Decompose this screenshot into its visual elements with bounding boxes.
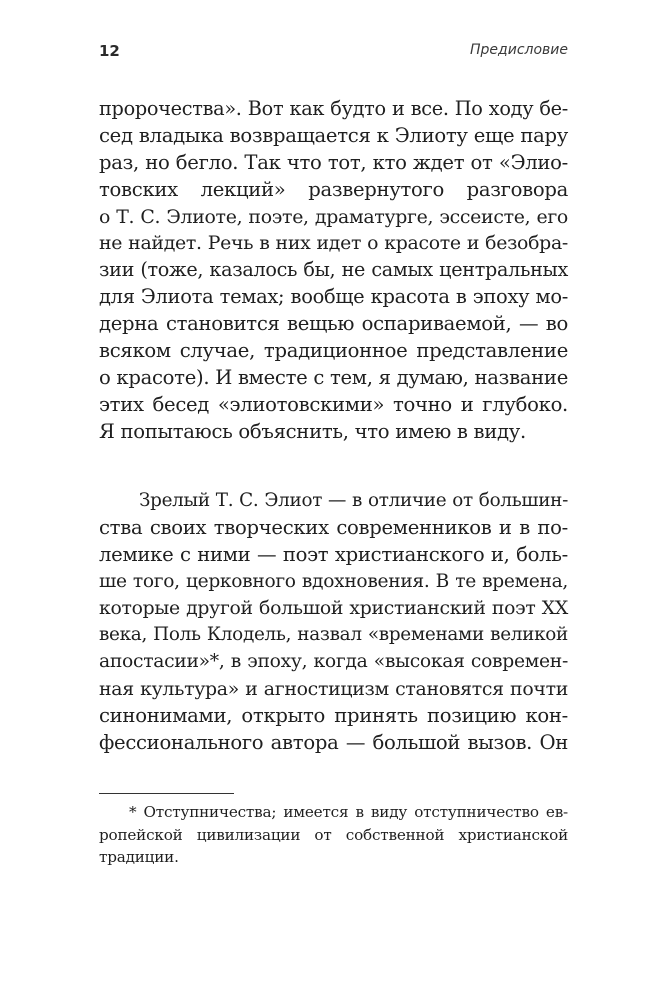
text-line: товских лекций» развернутого разговора — [99, 177, 568, 201]
footnote-separator — [99, 793, 234, 794]
footnote-line: ропейской цивилизации от собственной христианской — [99, 825, 568, 844]
text-line: Я попытаюсь объяснить, что имею в виду. — [99, 419, 526, 443]
paragraph-2 — [99, 488, 568, 757]
running-head: Предисловие — [470, 42, 568, 58]
footnote — [99, 801, 568, 869]
text-line: пророчества». Вот как будто и все. По ходу бе- — [99, 97, 568, 120]
text-line: раз, но бегло. Так что тот, кто ждет от «Элио- — [99, 150, 568, 174]
text-line: которые другой большой христианский поэт XX — [99, 597, 568, 619]
page-number: 12 — [99, 42, 120, 60]
text-line: дерна становится вещью оспариваемой, — во — [99, 312, 568, 336]
text-line: ше того, церковного вдохновения. В те времена, — [99, 570, 568, 592]
text-line: фессионального автора — большой вызов. Он — [99, 731, 568, 755]
text-line: сед владыка возвращается к Элиоту еще пару — [99, 123, 568, 147]
paragraph-1 — [99, 96, 568, 446]
text-line: этих бесед «элиотовскими» точно и глубоко. — [99, 392, 568, 416]
text-line: о Т. С. Элиоте, поэте, драматурге, эссеисте, его — [99, 205, 568, 228]
text-line: зии (тоже, казалось бы, не самых центральных — [99, 258, 568, 282]
text-line: для Элиота темах; вообще красота в эпоху мо- — [99, 285, 568, 309]
text-line: века, Поль Клодель, назвал «временами великой — [99, 624, 568, 646]
footnote-line: традиции. — [99, 848, 179, 866]
text-line: синонимами, открыто принять позицию кон- — [99, 704, 568, 728]
text-line: апостасии»*, в эпоху, когда «высокая современ- — [99, 651, 568, 673]
text-line: всяком случае, традиционное представление — [99, 339, 568, 363]
text-line: о красоте). И вместе с тем, я думаю, название — [99, 365, 568, 389]
page-header — [99, 42, 568, 66]
text-line: ная культура» и агностицизм становятся почти — [99, 678, 568, 701]
text-line: лемике с ними — поэт христианского и, боль- — [99, 542, 568, 566]
text-line: не найдет. Речь в них идет о красоте и безобра- — [99, 232, 568, 255]
text-line: ства своих творческих современников и в по- — [99, 515, 568, 539]
text-line: Зрелый Т. С. Элиот — в отличие от большин- — [139, 490, 568, 511]
footnote-line: * Отступничества; имеется в виду отступничество ев- — [129, 803, 568, 821]
